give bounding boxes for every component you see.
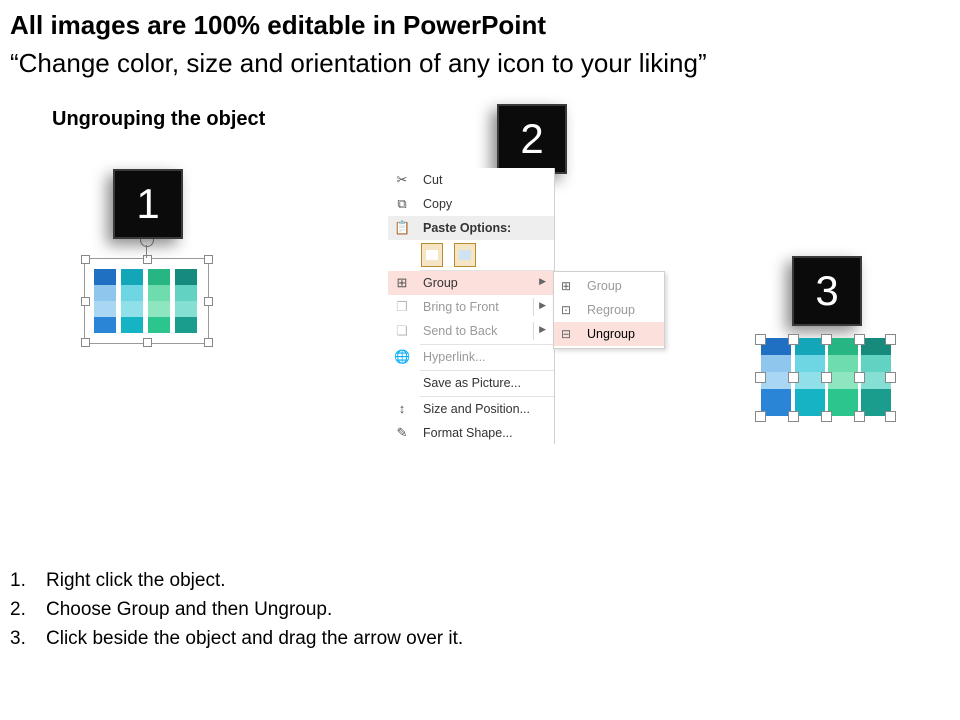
- color-segment: [761, 355, 791, 372]
- color-segment: [148, 269, 170, 285]
- color-segment: [148, 301, 170, 317]
- step-text: Right click the object.: [46, 570, 226, 591]
- menu-item-save-as-picture[interactable]: [388, 371, 554, 395]
- color-segment: [94, 301, 116, 317]
- step-item: [10, 628, 463, 650]
- submenu-item-group[interactable]: [554, 274, 664, 298]
- selection-handle[interactable]: [854, 411, 865, 422]
- selection-handle[interactable]: [885, 334, 896, 345]
- regroup-icon: ⊡: [560, 303, 572, 317]
- step-item: [10, 570, 226, 592]
- context-menu: [388, 168, 555, 444]
- menu-item-label: Cut: [423, 173, 443, 187]
- copy-icon: ⧉: [397, 196, 407, 211]
- menu-item-label: Size and Position...: [423, 402, 531, 416]
- color-segment: [94, 285, 116, 301]
- menu-item-group[interactable]: [388, 271, 554, 295]
- page-title: All images are 100% editable in PowerPoint: [10, 10, 547, 40]
- color-segment: [121, 301, 143, 317]
- selection-handle[interactable]: [821, 411, 832, 422]
- color-segment: [861, 355, 891, 372]
- selection-handle[interactable]: [755, 411, 766, 422]
- selection-handle[interactable]: [854, 334, 865, 345]
- color-segment: [148, 285, 170, 301]
- resize-handle[interactable]: [204, 297, 213, 306]
- resize-handle[interactable]: [81, 297, 90, 306]
- selection-handle[interactable]: [755, 372, 766, 383]
- menu-header-paste-options: [388, 216, 554, 240]
- menu-item-format-shape[interactable]: [388, 421, 554, 445]
- step-item: [10, 599, 332, 621]
- selection-handle[interactable]: [788, 334, 799, 345]
- color-segment: [94, 317, 116, 333]
- scissors-icon: ✂: [396, 172, 408, 187]
- send-back-icon: ❏: [396, 323, 408, 338]
- selection-handle[interactable]: [854, 372, 865, 383]
- paste-picture-icon[interactable]: [454, 243, 476, 267]
- resize-handle[interactable]: [204, 255, 213, 264]
- step-number: 2.: [10, 599, 26, 620]
- size-position-icon: ↕: [398, 401, 406, 416]
- paste-text-icon[interactable]: [421, 243, 443, 267]
- submenu-arrow-icon: ▶: [539, 300, 546, 310]
- section-heading: Ungrouping the object: [52, 108, 266, 130]
- color-segment: [795, 355, 825, 372]
- menu-item-label: Format Shape...: [423, 426, 513, 440]
- resize-handle[interactable]: [204, 338, 213, 347]
- color-segment: [175, 301, 197, 317]
- step-badge-2: 2: [497, 104, 567, 174]
- color-segment: [121, 317, 143, 333]
- selection-handle[interactable]: [885, 372, 896, 383]
- split-divider: [533, 322, 534, 340]
- submenu-arrow-icon: ▶: [539, 324, 546, 334]
- paste-icon: 📋: [394, 220, 411, 235]
- submenu-item-regroup[interactable]: [554, 298, 664, 322]
- menu-item-copy[interactable]: [388, 192, 554, 216]
- menu-item-label: Send to Back: [423, 324, 498, 338]
- group-icon: ⊞: [560, 279, 572, 293]
- selection-handle[interactable]: [821, 372, 832, 383]
- step-badge-1: 1: [113, 169, 183, 239]
- color-segment: [175, 317, 197, 333]
- split-divider: [533, 298, 534, 316]
- menu-item-cut[interactable]: [388, 168, 554, 192]
- menu-item-hyperlink[interactable]: [388, 345, 554, 369]
- step-text: Click beside the object and drag the arrow over it.: [46, 628, 464, 649]
- resize-handle[interactable]: [81, 255, 90, 264]
- page-subtitle: “Change color, size and orientation of any icon to your liking”: [10, 48, 707, 78]
- color-segment: [121, 269, 143, 285]
- color-segment: [175, 285, 197, 301]
- menu-item-label: Ungroup: [587, 327, 635, 341]
- selection-handle[interactable]: [821, 334, 832, 345]
- selection-handle[interactable]: [788, 372, 799, 383]
- group-submenu: [553, 271, 665, 349]
- menu-item-label: Group: [587, 279, 622, 293]
- menu-item-send-to-back[interactable]: [388, 319, 554, 343]
- menu-item-bring-to-front[interactable]: [388, 295, 554, 319]
- rotate-handle-stem: [146, 245, 147, 258]
- menu-item-label: Bring to Front: [423, 300, 499, 314]
- menu-item-label: Regroup: [587, 303, 635, 317]
- resize-handle[interactable]: [143, 338, 152, 347]
- menu-item-label: Paste Options:: [423, 221, 512, 235]
- submenu-item-ungroup[interactable]: [554, 322, 664, 346]
- menu-item-label: Hyperlink...: [423, 350, 486, 364]
- submenu-arrow-icon: ▶: [539, 276, 546, 286]
- grouped-object[interactable]: [84, 258, 209, 344]
- ungrouped-object[interactable]: [755, 334, 895, 422]
- menu-item-label: Copy: [423, 197, 453, 211]
- hyperlink-icon: 🌐: [394, 349, 411, 364]
- selection-handle[interactable]: [755, 334, 766, 345]
- color-segment: [94, 269, 116, 285]
- color-segment: [828, 355, 858, 372]
- step-badge-3: 3: [792, 256, 862, 326]
- ungroup-icon: ⊟: [560, 327, 572, 341]
- color-segment: [121, 285, 143, 301]
- selection-handle[interactable]: [788, 411, 799, 422]
- color-segment: [148, 317, 170, 333]
- step-number: 1.: [10, 570, 26, 591]
- step-text: Choose Group and then Ungroup.: [46, 599, 333, 620]
- format-shape-icon: ✎: [396, 425, 408, 440]
- color-segment: [175, 269, 197, 285]
- group-icon: ⊞: [396, 275, 408, 290]
- step-number: 3.: [10, 628, 26, 649]
- menu-item-label: Group: [423, 276, 458, 290]
- resize-handle[interactable]: [81, 338, 90, 347]
- selection-handle[interactable]: [885, 411, 896, 422]
- menu-item-size-and-position[interactable]: [388, 397, 554, 421]
- menu-item-label: Save as Picture...: [423, 376, 521, 390]
- resize-handle[interactable]: [143, 255, 152, 264]
- bring-front-icon: ❐: [396, 299, 408, 314]
